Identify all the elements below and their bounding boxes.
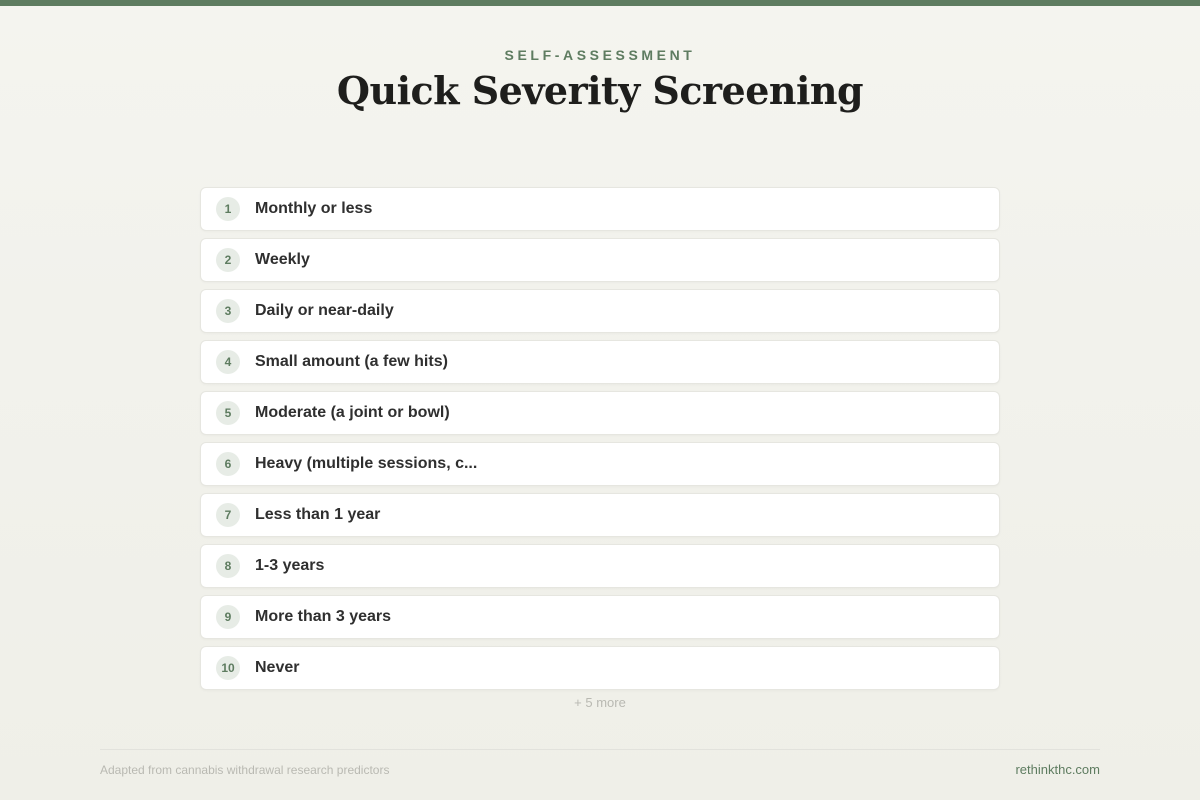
option-label: Less than 1 year [255, 506, 381, 523]
option-label: Monthly or less [255, 200, 373, 217]
option-number-badge: 9 [216, 605, 240, 629]
option-item[interactable] [200, 289, 1000, 333]
eyebrow-label: SELF-ASSESSMENT [504, 47, 696, 63]
option-label: Weekly [255, 251, 310, 268]
option-item[interactable] [200, 646, 1000, 690]
option-item[interactable] [200, 595, 1000, 639]
option-item[interactable] [200, 493, 1000, 537]
footer-divider [100, 749, 1100, 750]
site-link[interactable]: rethinkthc.com [1015, 762, 1100, 777]
option-number-badge: 10 [216, 656, 240, 680]
option-item[interactable] [200, 238, 1000, 282]
option-number-badge: 3 [216, 299, 240, 323]
option-label: Heavy (multiple sessions, c... [255, 455, 478, 472]
option-item[interactable] [200, 187, 1000, 231]
option-label: More than 3 years [255, 608, 392, 625]
option-item[interactable] [200, 340, 1000, 384]
option-number-badge: 6 [216, 452, 240, 476]
option-label: Small amount (a few hits) [255, 353, 448, 370]
option-label: Never [255, 659, 300, 676]
option-number-badge: 2 [216, 248, 240, 272]
option-item[interactable] [200, 391, 1000, 435]
option-number-badge: 4 [216, 350, 240, 374]
option-label: Moderate (a joint or bowl) [255, 404, 450, 421]
option-item[interactable] [200, 442, 1000, 486]
option-item[interactable] [200, 544, 1000, 588]
option-number-badge: 8 [216, 554, 240, 578]
page-title: Quick Severity Screening [336, 68, 864, 113]
top-accent-bar [0, 0, 1200, 6]
option-label: 1-3 years [255, 557, 325, 574]
options-list [200, 187, 1000, 697]
option-number-badge: 7 [216, 503, 240, 527]
more-options-indicator: + 5 more [574, 695, 626, 710]
option-number-badge: 1 [216, 197, 240, 221]
page-header [0, 46, 1200, 114]
option-label: Daily or near-daily [255, 302, 394, 319]
option-number-badge: 5 [216, 401, 240, 425]
source-note: Adapted from cannabis withdrawal research predictors [100, 763, 390, 777]
